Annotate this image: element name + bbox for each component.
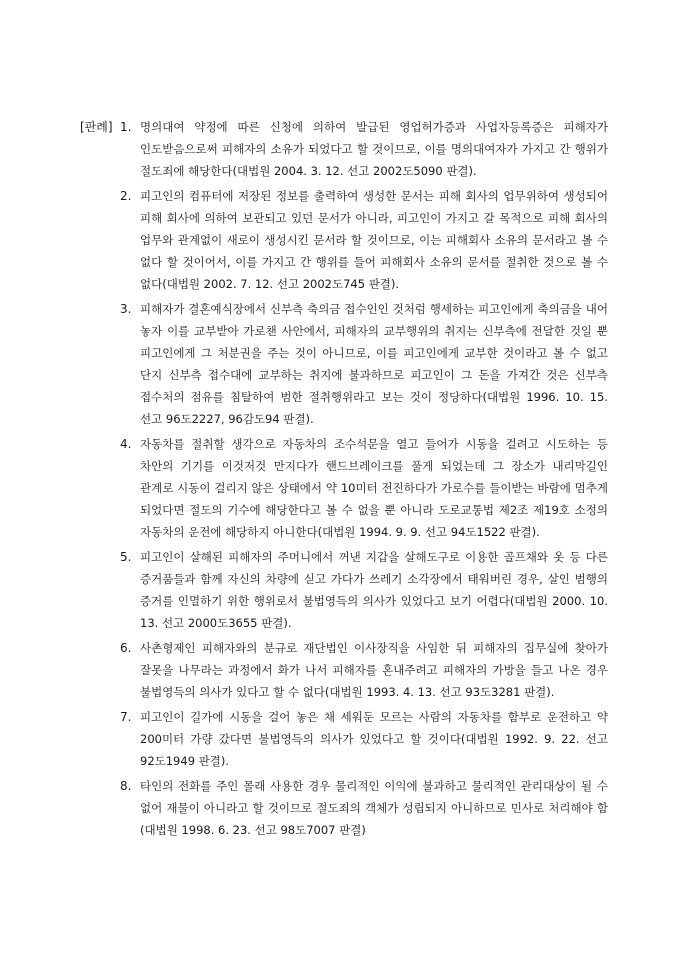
case-item	[120, 637, 608, 703]
case-item	[120, 116, 608, 182]
case-number: 7.	[120, 710, 132, 724]
case-number: 3.	[120, 302, 132, 316]
case-number: 5.	[120, 550, 132, 564]
case-text: 피고인이 살해된 피해자의 주머니에서 꺼낸 지갑을 살해도구로 이용한 골프채와 옷 등 다른 증거품들과 함께 자신의 차량에 싣고 가다가 쓰레기 소각장에서 태워버린 경우, 살인 범행의 증거를 인멸하기 위한 행위로서 불법영득의 의사가 있었다고 보기 어렵다(대법원 2000. 10. 13. 선고 2000도3655 판결).	[140, 550, 608, 630]
case-text: 피고인이 길가에 시동을 걸어 놓은 채 세워둔 모르는 사람의 자동차를 함부로 운전하고 약 200미터 가량 갔다면 불법영득의 의사가 있었다고 할 것이다(대법원 1992. 9. 22. 선고 92도1949 판결).	[140, 710, 608, 768]
case-text: 피고인의 컴퓨터에 저장된 정보를 출력하여 생성한 문서는 피해 회사의 업무위하여 생성되어 피해 회사에 의하여 보관되고 있던 문서가 아니라, 피고인이 가지고 갈 목적으로 피해 회사의 업무와 관계없이 새로이 생성시킨 문서라 할 것이므로, 이는 피해회사 소유의 문서라고 볼 수 없다 할 것이어서, 이를 가지고 간 행위를 들어 피해회사 소유의 문서를 절취한 것으로 볼 수 없다(대법원 2002. 7. 12. 선고 2002도745 판결).	[140, 189, 608, 291]
case-number: 6.	[120, 641, 132, 655]
case-number: 1.	[120, 120, 132, 134]
case-text: 타인의 전화를 주인 몰래 사용한 경우 물리적인 이익에 불과하고 물리적인 관리대상이 될 수 없어 재물이 아니라고 할 것이므로 절도죄의 객체가 성립되지 아니하므로 민사로 처리해야 함(대법원 1998. 6. 23. 선고 98도7007 판결)	[140, 779, 608, 837]
case-item	[120, 706, 608, 772]
section-heading: [판례]	[80, 120, 113, 134]
case-text: 자동차를 절취할 생각으로 자동차의 조수석문을 열고 들어가 시동을 걸려고 시도하는 등 차안의 기기를 이것저것 만지다가 핸드브레이크를 풀게 되었는데 그 장소가 내리막길인 관계로 시동이 걸리지 않은 상태에서 약 10미터 전진하다가 가로수를 들이받는 바람에 멈추게 되었다면 절도의 기수에 해당한다고 볼 수 없을 뿐 아니라 도로교통법 제2조 제19호 소정의 자동차의 운전에 해당하지 아니한다(대법원 1994. 9. 9. 선고 94도1522 판결).	[140, 437, 608, 539]
case-number: 2.	[120, 189, 132, 203]
case-text: 명의대여 약정에 따른 신청에 의하여 발급된 영업허가증과 사업자등록증은 피해자가 인도받음으로써 피해자의 소유가 되었다고 할 것이므로, 이를 명의대여자가 가지고 간 행위가 절도죄에 해당한다(대법원 2004. 3. 12. 선고 2002도5090 판결).	[140, 120, 608, 178]
case-text: 사촌형제인 피해자와의 분규로 재단법인 이사장직을 사임한 뒤 피해자의 집무실에 찾아가 잘못을 나무라는 과정에서 화가 나서 피해자를 혼내주려고 피해자의 가방을 들고 나온 경우 불법영득의 의사가 있다고 할 수 없다(대법원 1993. 4. 13. 선고 93도3281 판결).	[140, 641, 608, 699]
case-item	[120, 185, 608, 295]
case-list	[120, 116, 608, 844]
case-text: 피해자가 결혼예식장에서 신부측 축의금 접수인인 것처럼 행세하는 피고인에게 축의금을 내어 놓자 이를 교부받아 가로챈 사안에서, 피해자의 교부행위의 취지는 신부측에 전달한 것일 뿐 피고인에게 그 처분권을 주는 것이 아니므로, 이를 피고인에게 교부한 것이라고 볼 수 없고 단지 신부측 접수대에 교부하는 취지에 불과하므로 피고인이 그 돈을 가져간 것은 신부측 접수처의 점유를 침탈하여 범한 절취행위라고 보는 것이 정당하다(대법원 1996. 10. 15. 선고 96도2227, 96감도94 판결).	[140, 302, 608, 426]
case-item	[120, 775, 608, 841]
case-item	[120, 546, 608, 634]
case-number: 8.	[120, 779, 132, 793]
case-item	[120, 298, 608, 430]
case-item	[120, 433, 608, 543]
case-number: 4.	[120, 437, 132, 451]
